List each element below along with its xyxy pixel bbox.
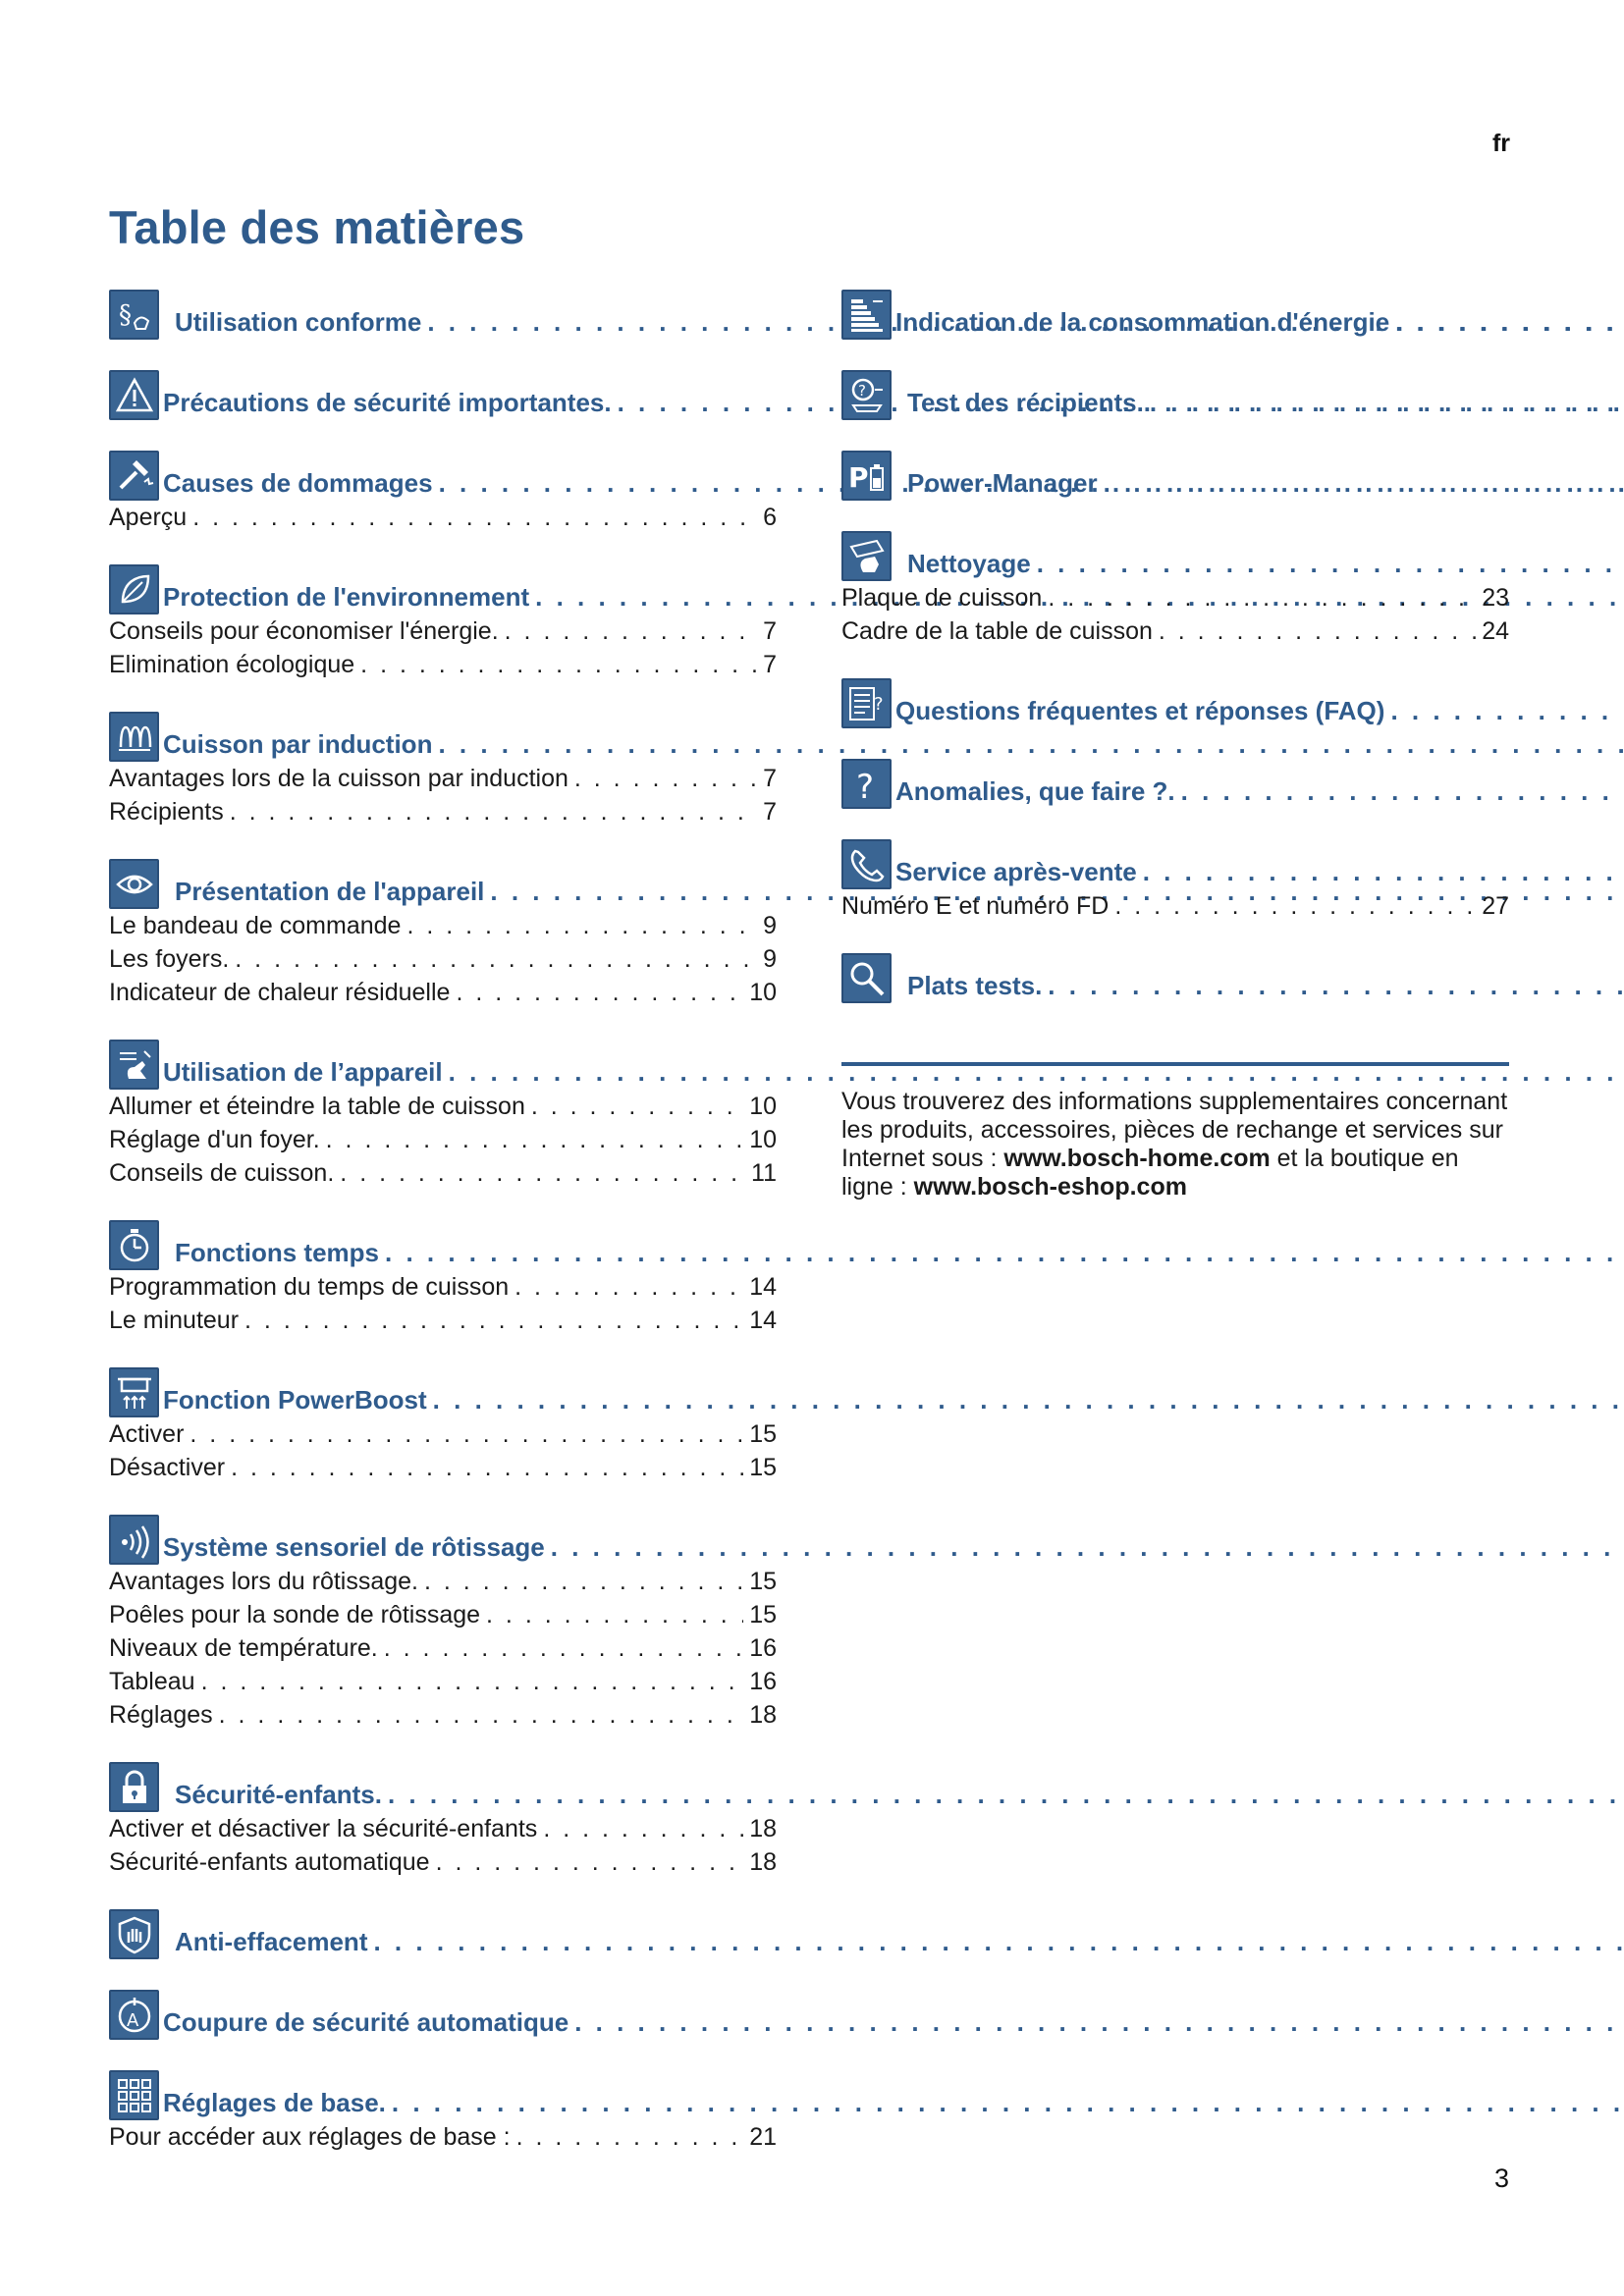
info-text-2: et la boutique en ligne : bbox=[841, 1145, 1459, 1201]
toc-subentry[interactable] bbox=[109, 1631, 777, 1665]
toc-subentry[interactable] bbox=[109, 1090, 777, 1123]
toc-entry-title: Sécurité-enfants. bbox=[175, 1780, 382, 1809]
toc-entry[interactable] bbox=[109, 707, 777, 762]
toc-entry-text bbox=[175, 1780, 1624, 1812]
toc-entry-title: Nettoyage bbox=[907, 549, 1031, 578]
toc-entry-text bbox=[163, 1385, 1624, 1417]
toc-section-fonction-powerboost bbox=[109, 1362, 777, 1484]
toc-subentry-page: 7 bbox=[763, 651, 777, 678]
dot-leader bbox=[1114, 889, 1476, 923]
toc-section-test-des-recipients bbox=[841, 365, 1509, 420]
toc-entry[interactable] bbox=[109, 446, 777, 501]
dot-leader bbox=[1181, 776, 1624, 807]
dot-leader bbox=[1143, 857, 1624, 887]
dot-leader bbox=[574, 762, 757, 795]
toc-subentry-page: 10 bbox=[749, 1093, 777, 1120]
dot-leader bbox=[235, 942, 757, 976]
info-link-bosch-eshop[interactable]: www.bosch-eshop.com bbox=[913, 1173, 1187, 1201]
toc-subentry[interactable] bbox=[109, 1812, 777, 1845]
toc-subentry-page: 10 bbox=[749, 1126, 777, 1153]
toc-entry-title: Précautions de sécurité importantes. bbox=[163, 388, 612, 417]
toc-subentry-page: 11 bbox=[751, 1159, 777, 1187]
toc-subentry-title: Cadre de la table de cuisson bbox=[841, 617, 1153, 645]
toc-subentry-title: Aperçu bbox=[109, 504, 188, 531]
dot-leader bbox=[1037, 549, 1624, 579]
toc-subentry-page: 15 bbox=[749, 1568, 777, 1595]
toc-section-protection-de-l-environnement bbox=[109, 560, 777, 681]
toc-subentry-title: Sécurité-enfants automatique bbox=[109, 1848, 430, 1876]
energy-label-icon bbox=[841, 290, 892, 340]
toc-entry-text bbox=[175, 1927, 1624, 1959]
toc-subentry-title: Désactiver bbox=[109, 1454, 226, 1481]
toc-subentry-title: Niveaux de température. bbox=[109, 1634, 378, 1662]
toc-section-causes-de-dommages bbox=[109, 446, 777, 534]
dot-leader bbox=[392, 2088, 1624, 2118]
svg-text:A: A bbox=[126, 2009, 138, 2031]
dot-leader bbox=[1395, 307, 1624, 338]
svg-text:?: ? bbox=[857, 381, 866, 400]
toc-entry[interactable] bbox=[841, 365, 1509, 420]
toc-entry-title: Causes de dommages bbox=[163, 468, 433, 498]
dot-leader bbox=[516, 2120, 744, 2154]
dot-leader bbox=[531, 1090, 743, 1123]
toc-section-plats-tests bbox=[841, 948, 1509, 1003]
dot-leader bbox=[244, 1304, 743, 1337]
toc-subentry-title: Programmation du temps de cuisson bbox=[109, 1273, 510, 1301]
toc-subentry-title: Les foyers. bbox=[109, 945, 230, 973]
toc-entry-text bbox=[163, 2088, 1624, 2120]
cookware-test-icon bbox=[841, 370, 892, 420]
toc-subentry-page: 18 bbox=[749, 1701, 777, 1729]
dot-leader bbox=[406, 909, 757, 942]
toc-section-presentation-de-l-appareil bbox=[109, 854, 777, 1009]
dot-leader bbox=[551, 1532, 1624, 1563]
toc-entry-text bbox=[907, 549, 1624, 581]
toc-entry[interactable] bbox=[109, 365, 777, 420]
sensor-waves-icon bbox=[109, 1515, 159, 1565]
toc-subentry[interactable] bbox=[109, 648, 777, 681]
toc-section-indication-de-la-consommation-d-energie bbox=[841, 285, 1509, 340]
toc-entry-title: Anti-effacement bbox=[175, 1927, 368, 1956]
dot-leader bbox=[436, 1845, 744, 1879]
toc-subentry-page: 7 bbox=[763, 617, 777, 645]
toc-entry-title: Anomalies, que faire ?. bbox=[895, 776, 1175, 806]
toc-subentry-page: 14 bbox=[749, 1273, 777, 1301]
toc-section-anti-effacement bbox=[109, 1904, 777, 1959]
toc-subentry-page: 7 bbox=[763, 765, 777, 792]
toc-subentry-title: Indicateur de chaleur résiduelle bbox=[109, 979, 451, 1006]
toc-subentry-title: Activer bbox=[109, 1420, 185, 1448]
toc-subentry-title: Plaque de cuisson bbox=[841, 584, 1043, 612]
toc-subentry-page: 9 bbox=[763, 945, 777, 973]
toc-entry[interactable] bbox=[841, 673, 1509, 728]
toc-entry-title: Réglages de base. bbox=[163, 2088, 386, 2117]
dot-leader bbox=[1390, 696, 1624, 726]
info-paragraph bbox=[841, 1088, 1509, 1201]
toc-entry[interactable] bbox=[841, 754, 1509, 809]
toc-subentry[interactable] bbox=[841, 889, 1509, 923]
toc-entry-text bbox=[895, 696, 1624, 728]
toc-subentry-title: Avantages lors du rôtissage. bbox=[109, 1568, 419, 1595]
svg-text:P: P bbox=[847, 460, 869, 494]
toc-entry-title: Cuisson par induction bbox=[163, 729, 433, 759]
toc-subentry[interactable] bbox=[109, 1598, 777, 1631]
toc-subentry[interactable] bbox=[109, 909, 777, 942]
toc-entry-text bbox=[895, 307, 1624, 340]
toc-entry-title: Questions fréquentes et réponses (FAQ) bbox=[895, 696, 1385, 725]
dot-leader bbox=[1150, 388, 1624, 418]
toc-entry-title: Indication de la consommation d'énergie bbox=[895, 307, 1390, 337]
dot-leader bbox=[424, 1565, 743, 1598]
toc-section-questions-frequentes-et-reponses-faq bbox=[841, 673, 1509, 728]
toc-section-anomalies-que-faire bbox=[841, 754, 1509, 809]
toc-left-column bbox=[109, 285, 777, 2179]
toc-subentry-page: 27 bbox=[1482, 892, 1509, 920]
toc-subentry[interactable] bbox=[109, 1304, 777, 1337]
shield-hand-icon bbox=[109, 1909, 159, 1959]
toc-entry-text bbox=[895, 776, 1624, 809]
cleaning-hand-icon bbox=[841, 531, 892, 581]
toc-subentry-title: Le minuteur bbox=[109, 1307, 240, 1334]
toc-subentry[interactable] bbox=[109, 2120, 777, 2154]
toc-subentry-title: Numéro E et numéro FD bbox=[841, 892, 1110, 920]
toc-entry-text bbox=[163, 2007, 1624, 2040]
dot-leader bbox=[326, 1123, 744, 1156]
toc-entry[interactable] bbox=[109, 854, 777, 909]
phone-service-icon bbox=[841, 839, 892, 889]
toc-subentry-page: 15 bbox=[749, 1454, 777, 1481]
toc-subentry[interactable] bbox=[841, 614, 1509, 648]
divider bbox=[841, 1062, 1509, 1066]
toc-entry-text bbox=[907, 468, 1624, 501]
info-text-1: Vous trouverez des informations supplementaires concernant les produits, accessoires, pièces de rechange et services sur Internet sous : bbox=[841, 1088, 1508, 1172]
toc-subentry[interactable] bbox=[841, 581, 1509, 614]
toc-subentry-title: Tableau bbox=[109, 1668, 195, 1695]
toc-subentry[interactable] bbox=[109, 976, 777, 1009]
toc-entry-title: Plats tests. bbox=[907, 971, 1043, 1000]
toc-entry-text bbox=[907, 388, 1624, 420]
toc-section-nettoyage bbox=[841, 526, 1509, 648]
toc-entry[interactable] bbox=[109, 285, 777, 340]
toc-subentry[interactable] bbox=[109, 1270, 777, 1304]
toc-subentry-title: Récipients bbox=[109, 798, 224, 826]
paragraph-hand-icon bbox=[109, 290, 159, 340]
dot-leader bbox=[189, 1417, 743, 1451]
toc-subentry[interactable] bbox=[109, 501, 777, 534]
toc-subentry[interactable] bbox=[109, 1845, 777, 1879]
dot-leader bbox=[201, 1665, 744, 1698]
toc-section-power-manager bbox=[841, 446, 1509, 501]
dot-leader bbox=[388, 1780, 1624, 1810]
toc-section-fonctions-temps bbox=[109, 1215, 777, 1337]
toc-section-reglages-de-base bbox=[109, 2065, 777, 2154]
toc-subentry-page: 10 bbox=[749, 979, 777, 1006]
warning-triangle-icon bbox=[109, 370, 159, 420]
toc-section-cuisson-par-induction bbox=[109, 707, 777, 828]
toc-subentry-page: 16 bbox=[749, 1634, 777, 1662]
toc-subentry[interactable] bbox=[109, 942, 777, 976]
toc-subentry[interactable] bbox=[109, 795, 777, 828]
toc-section-coupure-de-securite-automatique bbox=[109, 1985, 777, 2040]
toc-entry[interactable] bbox=[841, 948, 1509, 1003]
toc-subentry-title: Poêles pour la sonde de rôtissage bbox=[109, 1601, 481, 1629]
svg-text:?: ? bbox=[855, 767, 874, 804]
toc-subentry-page: 7 bbox=[763, 798, 777, 826]
toc-entry-title: Protection de l'environnement bbox=[163, 582, 530, 612]
toc-entry-title: Système sensoriel de rôtissage bbox=[163, 1532, 545, 1562]
grid-settings-icon bbox=[109, 2070, 159, 2120]
toc-entry[interactable] bbox=[109, 1215, 777, 1270]
toc-entry-text bbox=[163, 1532, 1624, 1565]
toc-subentry[interactable] bbox=[109, 1156, 777, 1190]
toc-subentry-page: 21 bbox=[749, 2123, 777, 2151]
hammer-damage-icon bbox=[109, 451, 159, 501]
toc-section-utilisation-de-l-appareil bbox=[109, 1035, 777, 1190]
toc-entry-title: Fonctions temps bbox=[175, 1238, 380, 1267]
toc-entry-text bbox=[907, 971, 1624, 1003]
toc-subentry[interactable] bbox=[109, 1123, 777, 1156]
dot-leader bbox=[514, 1270, 743, 1304]
magnifier-icon bbox=[841, 953, 892, 1003]
touch-control-icon bbox=[109, 1040, 159, 1090]
dot-leader bbox=[219, 1698, 744, 1732]
toc-subentry-page: 15 bbox=[749, 1601, 777, 1629]
toc-subentry[interactable] bbox=[109, 1665, 777, 1698]
dot-leader bbox=[574, 2007, 1624, 2038]
toc-subentry-page: 14 bbox=[749, 1307, 777, 1334]
toc-subentry-title: Pour accéder aux réglages de base : bbox=[109, 2123, 511, 2151]
toc-subentry-page: 9 bbox=[763, 912, 777, 939]
lock-icon bbox=[109, 1762, 159, 1812]
dot-leader bbox=[1104, 468, 1624, 499]
stopwatch-icon bbox=[109, 1220, 159, 1270]
dot-leader bbox=[1159, 614, 1476, 648]
toc-entry[interactable] bbox=[109, 1510, 777, 1565]
toc-entry[interactable] bbox=[841, 285, 1509, 340]
question-mark-icon bbox=[841, 759, 892, 809]
page-number: 3 bbox=[1493, 2163, 1509, 2193]
dot-leader bbox=[384, 1631, 743, 1665]
toc-entry-text bbox=[895, 857, 1624, 889]
dot-leader bbox=[1048, 971, 1624, 1001]
dot-leader bbox=[192, 501, 757, 534]
toc-subentry-title: Réglage d'un foyer. bbox=[109, 1126, 320, 1153]
toc-subentry-title: Le bandeau de commande bbox=[109, 912, 402, 939]
toc-entry-title: Service après-vente bbox=[895, 857, 1137, 886]
toc-subentry-page: 6 bbox=[763, 504, 777, 531]
toc-entry-title: Test des récipients. bbox=[907, 388, 1144, 417]
language-code: fr bbox=[1491, 130, 1510, 157]
toc-entry[interactable] bbox=[841, 834, 1509, 889]
toc-subentry-page: 18 bbox=[749, 1848, 777, 1876]
toc-subentry-title: Conseils de cuisson. bbox=[109, 1159, 335, 1187]
eye-icon bbox=[109, 859, 159, 909]
toc-subentry-title: Allumer et éteindre la table de cuisson bbox=[109, 1093, 525, 1120]
dot-leader bbox=[231, 1451, 743, 1484]
induction-coil-icon bbox=[109, 712, 159, 762]
toc-entry-title: Utilisation de l’appareil bbox=[163, 1057, 443, 1087]
toc-subentry-title: Activer et désactiver la sécurité-enfants bbox=[109, 1815, 538, 1842]
toc-right-column bbox=[841, 285, 1509, 1029]
powerboost-icon bbox=[109, 1367, 159, 1417]
toc-entry[interactable] bbox=[109, 1035, 777, 1090]
info-link-bosch-home[interactable]: www.bosch-home.com bbox=[1003, 1145, 1271, 1172]
toc-entry-title: Utilisation conforme bbox=[175, 307, 422, 337]
svg-text:§: § bbox=[118, 299, 132, 330]
dot-leader bbox=[360, 648, 757, 681]
toc-section-precautions-de-securite-importantes bbox=[109, 365, 777, 420]
svg-text:?: ? bbox=[873, 693, 884, 715]
dot-leader bbox=[385, 1238, 1624, 1268]
dot-leader bbox=[505, 614, 757, 648]
toc-entry[interactable] bbox=[109, 1985, 777, 2040]
toc-entry-title: Présentation de l'appareil bbox=[175, 877, 485, 906]
toc-section-systeme-sensoriel-de-rotissage bbox=[109, 1510, 777, 1732]
leaf-icon bbox=[109, 564, 159, 614]
toc-subentry[interactable] bbox=[109, 1451, 777, 1484]
auto-off-icon bbox=[109, 1990, 159, 2040]
toc-subentry[interactable] bbox=[109, 1565, 777, 1598]
page-title: Table des matières bbox=[109, 201, 525, 253]
toc-subentry-title: Avantages lors de la cuisson par induction bbox=[109, 765, 568, 792]
toc-subentry-page: 16 bbox=[749, 1668, 777, 1695]
toc-section-securite-enfants bbox=[109, 1757, 777, 1879]
dot-leader bbox=[486, 1598, 743, 1631]
toc-entry-title: Power-Manager bbox=[907, 468, 1098, 498]
toc-entry-title: Coupure de sécurité automatique bbox=[163, 2007, 569, 2037]
toc-subentry[interactable] bbox=[109, 1417, 777, 1451]
toc-subentry[interactable] bbox=[109, 762, 777, 795]
toc-subentry-page: 18 bbox=[749, 1815, 777, 1842]
dot-leader bbox=[433, 1385, 1624, 1415]
toc-entry[interactable] bbox=[109, 1904, 777, 1959]
toc-entry[interactable] bbox=[109, 2065, 777, 2120]
dot-leader bbox=[543, 1812, 743, 1845]
toc-entry[interactable] bbox=[109, 1362, 777, 1417]
toc-section-service-apres-vente bbox=[841, 834, 1509, 923]
toc-subentry-page: 23 bbox=[1482, 584, 1509, 612]
dot-leader bbox=[1048, 581, 1476, 614]
faq-document-icon bbox=[841, 678, 892, 728]
toc-entry-text bbox=[175, 1238, 1624, 1270]
toc-entry[interactable] bbox=[109, 560, 777, 614]
dot-leader bbox=[373, 1927, 1624, 1957]
dot-leader bbox=[230, 795, 757, 828]
toc-subentry[interactable] bbox=[109, 1698, 777, 1732]
toc-subentry-page: 15 bbox=[749, 1420, 777, 1448]
toc-subentry-title: Elimination écologique bbox=[109, 651, 355, 678]
toc-subentry-title: Conseils pour économiser l'énergie. bbox=[109, 617, 499, 645]
toc-entry[interactable] bbox=[841, 526, 1509, 581]
toc-entry-title: Fonction PowerBoost bbox=[163, 1385, 427, 1415]
toc-entry[interactable] bbox=[841, 446, 1509, 501]
toc-section-utilisation-conforme bbox=[109, 285, 777, 340]
toc-subentry-page: 24 bbox=[1482, 617, 1509, 645]
dot-leader bbox=[456, 976, 743, 1009]
dot-leader bbox=[340, 1156, 745, 1190]
power-manager-icon bbox=[841, 451, 892, 501]
toc-subentry[interactable] bbox=[109, 614, 777, 648]
toc-subentry-title: Réglages bbox=[109, 1701, 213, 1729]
toc-entry[interactable] bbox=[109, 1757, 777, 1812]
